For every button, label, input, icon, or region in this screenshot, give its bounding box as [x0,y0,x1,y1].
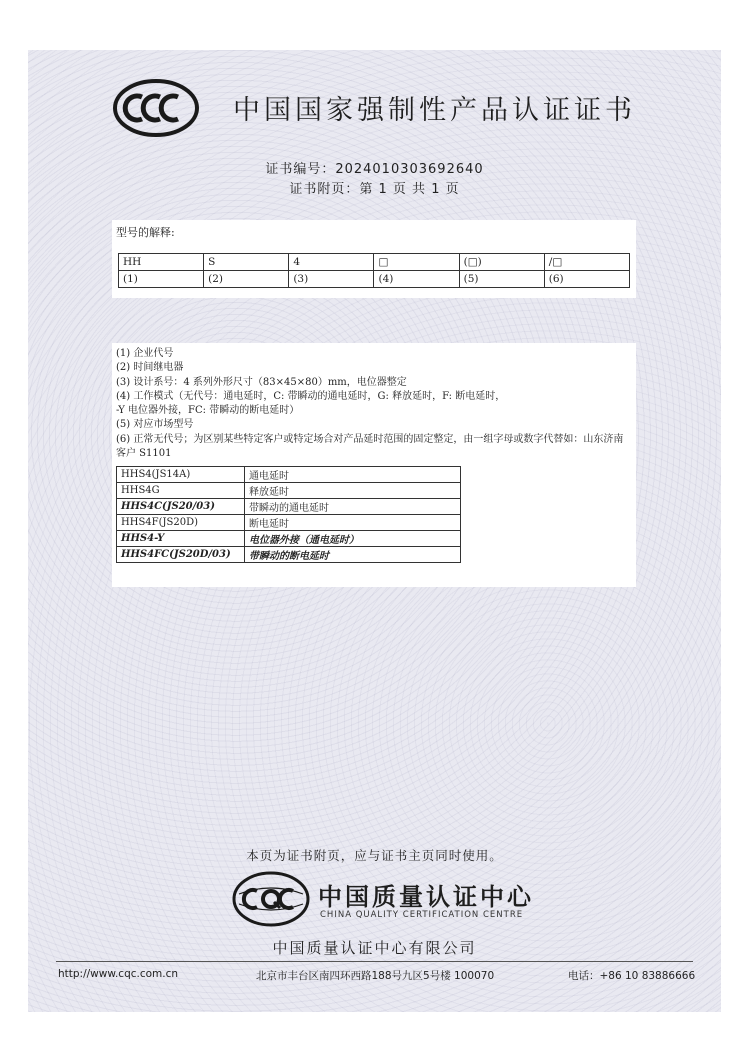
org-name-chinese: 中国质量认证中心 [318,883,534,911]
model-code-cell: 4 [289,254,374,271]
website-url: http://www.cqc.com.cn [58,968,179,980]
attachment-note: 本页为证书附页，应与证书主页同时使用。 [246,848,503,863]
model-index-cell: (6) [544,271,629,288]
description-cell: 电位器外接（通电延时） [245,531,461,547]
certificate-title: 中国国家强制性产品认证证书 [233,95,636,126]
model-code-cell: S [204,254,289,271]
phone-number: +86 10 83886666 [599,970,696,982]
description-cell: 通电延时 [245,467,461,483]
description-cell: 释放延时 [245,483,461,499]
model-cell: HHS4G [117,483,245,499]
explanation-item: (5) 对应市场型号 [116,419,194,431]
model-index-cell: (3) [289,271,374,288]
model-code-cell: (□) [459,254,544,271]
explanation-item: (6) 正常无代号；为区别某些特定客户或特定场合对产品延时范围的固定整定，由一组字母或数字代替如：山东济南客户 S1101 [116,433,624,460]
table-row [117,483,461,499]
model-index-cell: (1) [119,271,204,288]
address: 北京市丰台区南四环西路188号九区5号楼 100070 [256,970,495,982]
table-row [117,467,461,483]
footer-divider [56,961,693,962]
org-name-english: CHINA QUALITY CERTIFICATION CENTRE [320,910,524,920]
certificate-number-label: 证书编号： [265,162,336,177]
model-code-cell: □ [374,254,459,271]
explanation-item: (3) 设计系号：4 系列外形尺寸（83×45×80）mm，电位器整定 [116,376,407,388]
model-cell: HHS4(JS14A) [117,467,245,483]
explanation-list [116,347,632,461]
model-type-table [116,466,461,563]
model-code-cell: /□ [544,254,629,271]
model-cell: HHS4F(JS20D) [117,515,245,531]
certificate-number-value: 2024010303692640 [335,162,484,177]
attachment-page-info: 证书附页：第 1 页 共 1 页 [289,182,460,197]
model-index-cell: (5) [459,271,544,288]
model-cell: HHS4FC(JS20D/03) [117,547,245,563]
model-cell: HHS4-Y [117,531,245,547]
model-code-row [119,254,630,271]
model-cell: HHS4C(JS20/03) [117,499,245,515]
explanation-item: -Y 电位器外接，FC: 带瞬动的断电延时） [116,405,300,417]
table-row [117,547,461,563]
model-code-table [118,253,630,288]
table-row [117,515,461,531]
explanation-item: (4) 工作模式（无代号：通电延时，C: 带瞬动的通电延时，G: 释放延时，F: 断电延时， [116,390,506,402]
ccc-logo-icon [112,78,200,138]
company-name: 中国质量认证中心有限公司 [272,939,477,957]
description-cell: 断电延时 [245,515,461,531]
description-cell: 带瞬动的断电延时 [245,547,461,563]
phone-label: 电话： [568,970,600,982]
table-row [117,531,461,547]
certificate-page [28,50,721,1012]
model-index-row [119,271,630,288]
model-code-cell: HH [119,254,204,271]
phone [568,968,695,983]
model-index-cell: (2) [204,271,289,288]
model-explanation-panel [112,220,636,298]
model-explanation-heading: 型号的解释: [116,226,175,239]
model-index-cell: (4) [374,271,459,288]
certificate-number [28,158,721,177]
explanation-item: (1) 企业代号 [116,348,174,359]
cqc-logo-icon [231,870,311,928]
explanation-item: (2) 时间继电器 [116,362,184,374]
explanation-panel [112,343,636,587]
description-cell: 带瞬动的通电延时 [245,499,461,515]
table-row [117,499,461,515]
